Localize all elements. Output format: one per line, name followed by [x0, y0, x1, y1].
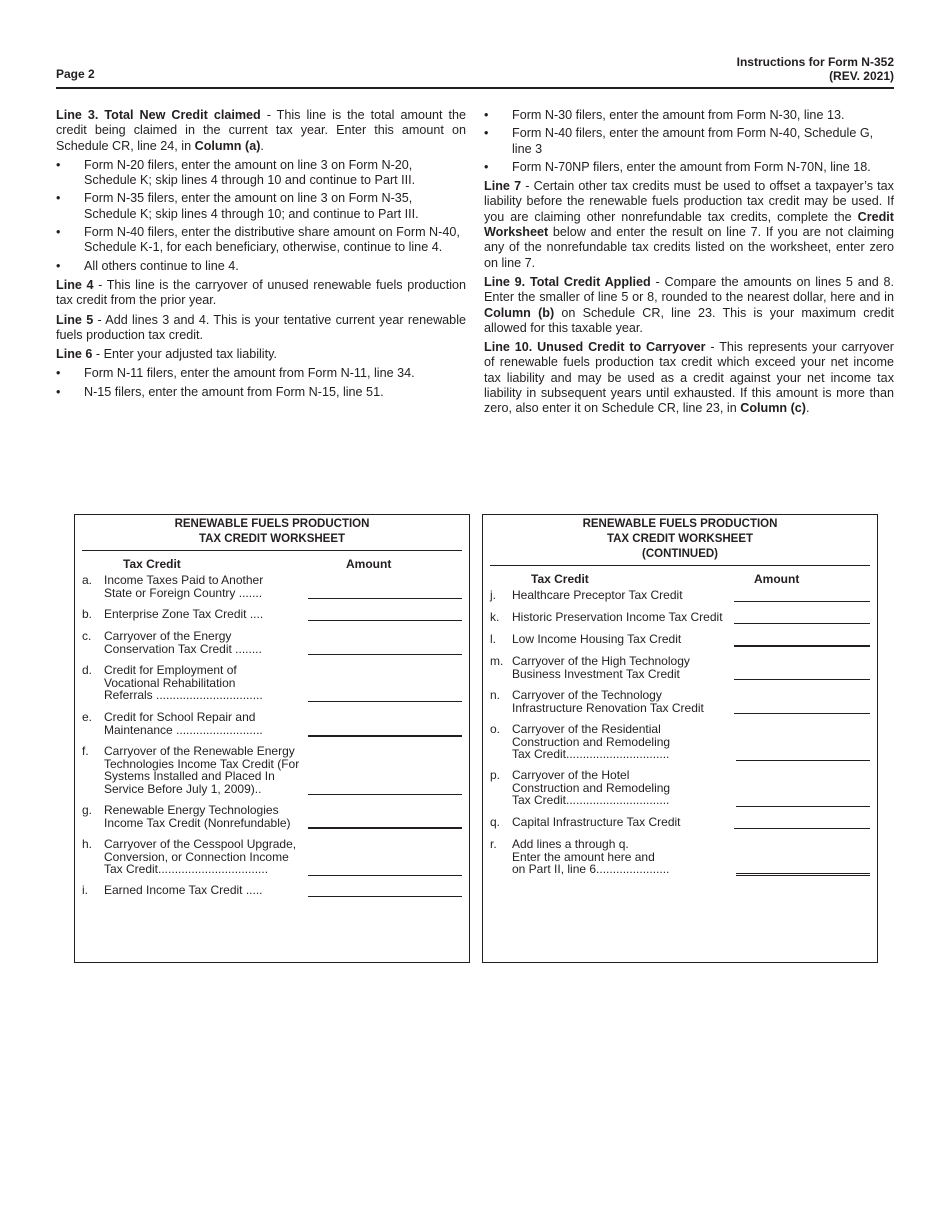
- worksheet-row-p: [483, 769, 877, 816]
- worksheet-row-a: [75, 574, 469, 608]
- bullet-item: • Form N-20 filers, enter the amount on line 3 on Form N-20, Schedule K; skip lines 4 through 10 and continue to Part III.: [56, 158, 466, 189]
- row-letter: k.: [490, 610, 500, 624]
- line10-paragraph: [484, 340, 894, 416]
- amount-header: Amount: [754, 572, 800, 586]
- header-rule: [56, 87, 894, 89]
- row-label: Carryover of the High Technology Business Investment Tax Credit: [512, 654, 690, 681]
- row-label: Enterprise Zone Tax Credit ....: [104, 607, 264, 621]
- worksheet-title-line3: (CONTINUED): [641, 548, 719, 560]
- bullet-item: • Form N-40 filers, enter the distributive share amount on Form N-40, Schedule K-1, for each beneficiary, otherwise, continue to line 4.: [56, 225, 466, 256]
- line9-text-end: on Schedule CR, line 23. This is your maximum credit allowed for this taxable year.: [484, 305, 894, 335]
- credit-worksheet-continued: [482, 514, 878, 963]
- amount-field[interactable]: [308, 896, 462, 897]
- line3-column-ref: Column (a): [194, 138, 261, 153]
- line6-heading: Line 6: [56, 347, 93, 362]
- worksheet-row-c: [75, 630, 469, 664]
- line3-paragraph: [56, 108, 466, 154]
- row-label: Carryover of the Hotel Construction and Remodeling Tax Credit...............................: [512, 768, 671, 807]
- worksheet-row-j: [483, 589, 877, 611]
- worksheet-title: [483, 515, 877, 562]
- row-letter: d.: [82, 663, 93, 677]
- row-label: Carryover of the Cesspool Upgrade, Conversion, or Connection Income Tax Credit.................................: [104, 837, 297, 876]
- tax-credit-header: Tax Credit: [123, 557, 181, 571]
- worksheet-title-line2: TAX CREDIT WORKSHEET: [606, 533, 754, 545]
- amount-field[interactable]: [308, 701, 462, 702]
- bullet-item: • N-15 filers, enter the amount from Form N-15, line 51.: [56, 385, 466, 400]
- row-letter: g.: [82, 803, 93, 817]
- line10-column-ref: Column (c): [740, 401, 806, 416]
- amount-field[interactable]: [308, 827, 462, 829]
- line6-bullets: [56, 366, 466, 400]
- row-label: Carryover of the Renewable Energy Technologies Income Tax Credit (For Systems Installed and Placed In Service Before July 1, 2009)..: [104, 744, 300, 796]
- row-letter: o.: [490, 722, 501, 736]
- amount-field[interactable]: [736, 806, 870, 807]
- bullet-item: • Form N-30 filers, enter the amount from Form N-30, line 13.: [484, 108, 894, 123]
- row-letter: n.: [490, 688, 501, 702]
- line5-text: - Add lines 3 and 4. This is your tentative current year renewable fuels production tax credit.: [56, 312, 466, 342]
- worksheet-row-k: [483, 611, 877, 633]
- bullet-item: • All others continue to line 4.: [56, 259, 466, 274]
- worksheet-column-headers: [75, 551, 469, 573]
- row-letter: r.: [490, 837, 497, 851]
- row-letter: p.: [490, 768, 501, 782]
- worksheet-row-e: [75, 711, 469, 745]
- worksheet-row-h: [75, 838, 469, 884]
- amount-field[interactable]: [734, 645, 870, 647]
- amount-field[interactable]: [734, 679, 870, 680]
- row-label: Capital Infrastructure Tax Credit: [512, 815, 681, 829]
- worksheet-row-r: [483, 838, 877, 884]
- form-title: [737, 55, 894, 83]
- line9-paragraph: [484, 275, 894, 336]
- form-title-line2: (REV. 2021): [829, 69, 894, 83]
- row-letter: e.: [82, 710, 93, 724]
- line7-text-end: below and enter the result on line 7. If you are not claiming any of the nonrefundable tax credits listed on the worksheet, enter zero on line 7.: [484, 225, 894, 270]
- line10-end: .: [805, 401, 810, 416]
- row-label: Healthcare Preceptor Tax Credit: [512, 588, 683, 602]
- row-letter: i.: [82, 883, 88, 897]
- amount-field[interactable]: [736, 760, 870, 761]
- line7-text: - Certain other tax credits must be used to offset a taxpayer’s tax liability before the renewable fuels production tax credit may be used. If you are claiming other nonrefundable tax credits, complete the: [484, 179, 894, 224]
- row-letter: a.: [82, 573, 93, 587]
- line3-text: - This line is the total amount the credit being claimed in the current tax year. Enter this amount on Schedule CR, line 24, in: [56, 108, 466, 153]
- worksheet-title-line2: TAX CREDIT WORKSHEET: [198, 533, 346, 545]
- total-amount-field[interactable]: [736, 873, 870, 876]
- row-label: Credit for Employment of Vocational Rehabilitation Referrals ................................: [104, 663, 263, 702]
- bullet-item: • Form N-70NP filers, enter the amount from Form N-70N, line 18.: [484, 160, 894, 175]
- amount-field[interactable]: [308, 875, 462, 876]
- amount-field[interactable]: [308, 654, 462, 655]
- line6-paragraph: [56, 347, 466, 362]
- line10-text: - This represents your carryover of renewable fuels production tax credit which exceed your net income tax liability and may be used as a credit against your net income tax liability in subsequent years until exhausted. If this amount is more than zero, also enter it on Schedule CR, line 23, in: [484, 340, 894, 416]
- line7-heading: Line 7: [484, 179, 522, 194]
- line5-heading: Line 5: [56, 312, 94, 327]
- row-label: Low Income Housing Tax Credit: [512, 632, 682, 646]
- row-label: Carryover of the Technology Infrastructure Renovation Tax Credit: [512, 688, 704, 715]
- line6-text: - Enter your adjusted tax liability.: [92, 347, 277, 362]
- row-label: Credit for School Repair and Maintenance ..........................: [104, 710, 263, 737]
- amount-field[interactable]: [734, 601, 870, 602]
- row-label: Carryover of the Residential Construction and Remodeling Tax Credit...............................: [512, 722, 671, 761]
- amount-field[interactable]: [308, 735, 462, 737]
- worksheet-row-g: [75, 804, 469, 838]
- worksheet-title: [75, 515, 469, 547]
- credit-worksheet: [74, 514, 470, 963]
- amount-header: Amount: [346, 557, 392, 571]
- row-letter: l.: [490, 632, 496, 646]
- line4-heading: Line 4: [56, 277, 94, 292]
- row-letter: j.: [490, 588, 496, 602]
- page-number: Page 2: [56, 67, 95, 81]
- bullet-item: • Form N-11 filers, enter the amount from Form N-11, line 34.: [56, 366, 466, 381]
- line4-paragraph: [56, 278, 466, 309]
- amount-field[interactable]: [734, 828, 870, 829]
- amount-field[interactable]: [734, 623, 870, 624]
- credit-worksheet-ref: Credit Worksheet: [484, 209, 894, 240]
- line9-column-ref: Column (b): [484, 305, 555, 320]
- row-label: Earned Income Tax Credit .....: [104, 883, 263, 897]
- worksheet-row-l: [483, 633, 877, 655]
- amount-field[interactable]: [308, 598, 462, 599]
- form-title-line1: Instructions for Form N-352: [736, 55, 894, 69]
- amount-field[interactable]: [734, 713, 870, 714]
- row-label: Add lines a through q. Enter the amount here and on Part II, line 6......................: [512, 837, 670, 876]
- line3-end: .: [260, 138, 264, 153]
- worksheet-row-m: [483, 655, 877, 689]
- line9-heading: Line 9. Total Credit Applied: [484, 274, 651, 289]
- worksheet-row-i: [75, 884, 469, 906]
- line4-text: - This line is the carryover of unused renewable fuels production tax credit from the prior year.: [56, 277, 466, 308]
- left-column: [56, 108, 466, 404]
- line9-text: - Compare the amounts on lines 5 and 8. Enter the smaller of line 5 or 8, rounded to the nearest dollar, here and in: [484, 274, 894, 305]
- worksheet-row-q: [483, 816, 877, 838]
- worksheet-title-line1: RENEWABLE FUELS PRODUCTION: [174, 518, 370, 530]
- line3-bullets: [56, 158, 466, 274]
- line6-bullets-continued: [484, 108, 894, 175]
- line3-heading: Line 3. Total New Credit claimed: [56, 108, 261, 122]
- row-letter: f.: [82, 744, 89, 758]
- row-letter: m.: [490, 654, 504, 668]
- bullet-item: • Form N-35 filers, enter the amount on line 3 on Form N-35, Schedule K; skip lines 4 through 10; and continue to Part III.: [56, 191, 466, 222]
- line10-heading: Line 10. Unused Credit to Carryover: [484, 340, 706, 355]
- worksheet-row-d: [75, 664, 469, 711]
- right-column: [484, 108, 894, 421]
- bullet-item: • Form N-40 filers, enter the amount from Form N-40, Schedule G, line 3: [484, 126, 894, 157]
- row-label: Renewable Energy Technologies Income Tax Credit (Nonrefundable): [104, 803, 291, 830]
- worksheet-row-o: [483, 723, 877, 769]
- tax-credit-header: Tax Credit: [531, 572, 589, 586]
- row-letter: c.: [82, 629, 92, 643]
- worksheet-column-headers: [483, 566, 877, 588]
- row-label: Historic Preservation Income Tax Credit: [512, 610, 723, 624]
- line7-paragraph: [484, 179, 894, 271]
- worksheet-title-line1: RENEWABLE FUELS PRODUCTION: [582, 518, 778, 530]
- worksheet-row-f: [75, 745, 469, 804]
- line5-paragraph: [56, 313, 466, 344]
- amount-field[interactable]: [308, 620, 462, 621]
- row-label: Carryover of the Energy Conservation Tax Credit ........: [104, 629, 262, 656]
- row-letter: b.: [82, 607, 93, 621]
- worksheet-row-b: [75, 608, 469, 630]
- row-label: Income Taxes Paid to Another State or Foreign Country .......: [104, 573, 264, 600]
- amount-field[interactable]: [308, 794, 462, 795]
- row-letter: h.: [82, 837, 93, 851]
- row-letter: q.: [490, 815, 501, 829]
- worksheet-row-n: [483, 689, 877, 723]
